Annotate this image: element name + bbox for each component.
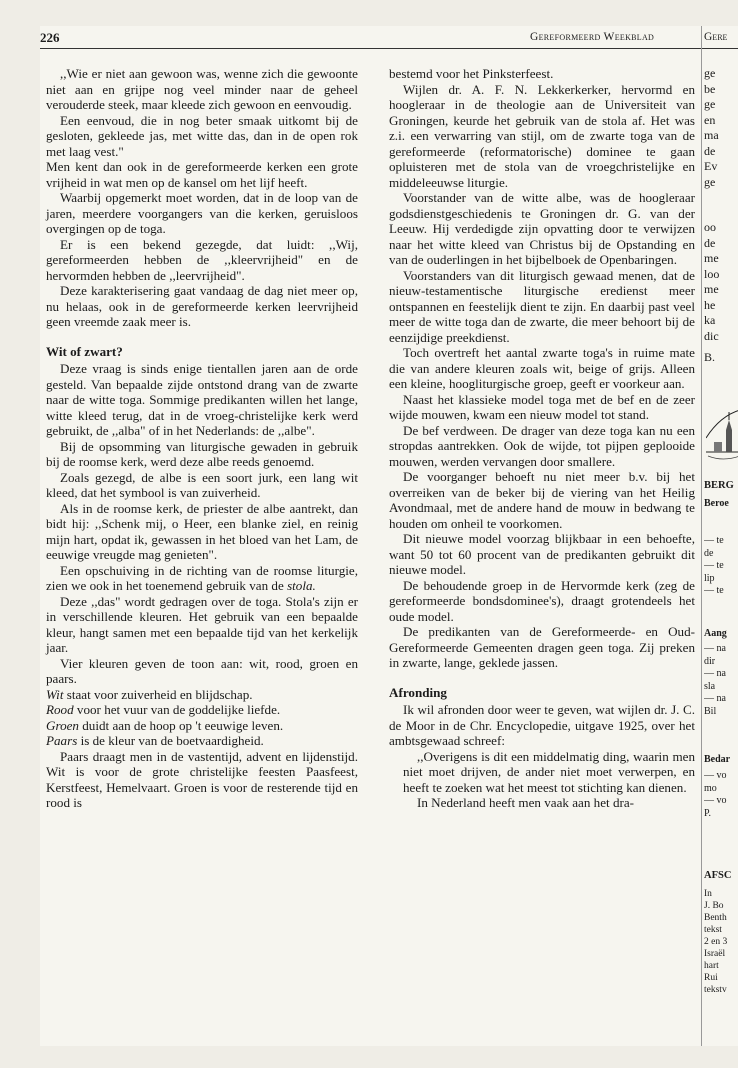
paragraph: De voorganger behoeft nu niet meer b.v. bij het overreiken van de beker bij de viering van het Heilig Avondmaal, met de andere hand de mouw in bedwang te houden om onheil te voorkomen. — [389, 469, 695, 531]
fragment-line: B. — [704, 350, 716, 364]
next-page-subheading-beroe: Beroe — [704, 498, 729, 509]
fragment-line: ge — [704, 174, 716, 189]
fragment-line: Ev — [704, 159, 718, 173]
fragment-line: In — [704, 889, 712, 899]
fragment-line: hart — [704, 961, 719, 971]
paragraph: Een eenvoud, die in nog beter smaak uitkomt bij de gesloten, gekleede jas, met witte das, dan in de open rok met laag vest." — [46, 112, 358, 159]
fragment-line: — na — [704, 693, 726, 704]
header-rule — [40, 48, 738, 49]
fragment-line: — te — [704, 585, 724, 596]
running-title: Gereformeerd Weekblad — [530, 31, 655, 43]
church-engraving-icon — [706, 408, 738, 464]
fragment-line: oo — [704, 220, 716, 234]
next-page-fragment-b — [704, 220, 738, 366]
color-line-rood — [46, 702, 358, 718]
fragment-line: mo — [704, 782, 717, 794]
paragraph: Als in de roomse kerk, de priester de albe aantrekt, dan bidt hij: ,,Schenk mij, o Heer, een blanke ziel, en reinig mijn hart, opdat ik, gewassen in het bloed van het Lam, de eeuwige vreugde mag genieten". — [46, 500, 358, 562]
paragraph: De bef verdween. De drager van deze toga kan nu een stropdas aantrekken. Ook de wijde, tot pijpen geplooide mouwen, werden vervangen door smallere. — [389, 422, 695, 469]
fragment-line: he — [704, 297, 716, 312]
next-page-fragment-g — [704, 888, 738, 996]
paragraph — [46, 563, 358, 594]
column-left — [46, 66, 358, 811]
fragment-line: tekstv — [704, 985, 727, 995]
fragment-line: Israël — [704, 949, 726, 959]
next-page-fragment-d — [704, 535, 738, 598]
next-page-heading-afsc: AFSC — [704, 870, 732, 881]
paragraph: De predikanten van de Gereformeerde- en Oud-Gereformeerde Gemeenten dragen geen toga. Zij preken in zwarte, lange, geklede jassen. — [389, 624, 695, 670]
paragraph: Waarbij opgemerkt moet worden, dat in de loop van de jaren, meerdere voorgangers van die kerken, geruisloos overgingen op de toga. — [46, 190, 358, 236]
color-word: Wit — [46, 686, 64, 702]
fragment-line: lip — [704, 572, 715, 584]
fragment-line: — vo — [704, 770, 727, 781]
fragment-line: ge — [704, 97, 716, 111]
section-heading: Afronding — [389, 684, 447, 700]
fragment-line: — na — [704, 643, 726, 654]
color-word: Groen — [46, 717, 79, 733]
paragraph: Bij de opsomming van liturgische gewaden in gebruik bij de roomse kerk, werd deze albe reeds genoemd. — [46, 438, 358, 469]
text-run: is de kleur van de boetvaardigheid. — [77, 733, 264, 748]
paragraph: Men kent dan ook in de gereformeerde kerken een grote vrijheid in wat men op de kansel om het lijf heeft. — [46, 159, 358, 190]
page-gutter — [701, 26, 702, 1046]
fragment-line: dir — [704, 655, 716, 667]
fragment-line: J. Bo — [704, 901, 724, 911]
fragment-line: — vo — [704, 795, 727, 806]
color-line-paars — [46, 733, 358, 749]
next-page-subheading-aang: Aang — [704, 628, 727, 639]
paragraph: Dit nieuwe model voorzag blijkbaar in een behoefte, want 50 tot 60 procent van de predikanten gebruikt dit nieuwe model. — [389, 531, 695, 577]
paragraph: Toch overtreft het aantal zwarte toga's in ruime mate die van andere kleuren zoals wit, beige of grijs. Alleen een kleine, hoogliturgische groep, geeft er voorkeur aan. — [389, 345, 695, 391]
text-run: staat voor zuiverheid en blijdschap. — [63, 686, 253, 702]
fragment-line: be — [704, 81, 716, 96]
paragraph: Voorstander van de witte albe, was de hoogleraar godsdienstgeschiedenis te Groningen dr. G. van der Leeuw. Hij verdedigde zijn opvatting door te verwijzen naar het witte kleed van Christus bij de Opstanding en van de ouderlingen in het bijbelboek de Openbaringen. — [389, 190, 695, 267]
quote-paragraph: ,,Overigens is dit een middelmatig ding, waarin men niet moet drijven, de ander niet moet verwerpen, en heeft te zoeken wat het meest tot stichting kan dienen. — [403, 748, 695, 795]
fragment-line: de — [704, 143, 716, 158]
fragment-line: ka — [704, 313, 716, 327]
fragment-line: en — [704, 112, 716, 127]
paragraph: Naast het klassieke model toga met de bef en de zeer wijde mouwen, kwam een nieuw model tot stand. — [389, 391, 695, 422]
fragment-line: 2 en 3 — [704, 937, 728, 947]
next-page-fragment-e — [704, 643, 738, 718]
fragment-line: P. — [704, 807, 711, 819]
next-page-running-title: Gere — [704, 31, 728, 43]
fragment-line: — na — [704, 668, 726, 679]
paragraph: Paars draagt men in de vastentijd, advent en lijdenstijd. Wit is voor de grote christelijke feesten Paasfeest, Kerstfeest, Hemelvaart. Groen is voor de resterende tijd en rood is — [46, 748, 358, 810]
text-run: duidt aan de hoop op 't eeuwige leven. — [78, 717, 284, 733]
paragraph: Ik wil afronden door weer te geven, wat wijlen dr. J. C. de Moor in de Chr. Encyclopedie, uitgave 1925, over het ambtsgewaad schreef: — [389, 702, 695, 748]
paragraph: Deze karakterisering gaat vandaag de dag niet meer op, nu helaas, ook in de gereformeerde kerken leervrijheid geen vreemde zaak meer is. — [46, 283, 358, 329]
section-heading: Wit of zwart? — [46, 343, 123, 359]
fragment-line: — te — [704, 535, 724, 546]
next-page-subheading-bedar: Bedar — [704, 754, 731, 765]
next-page-fragment-a — [704, 66, 738, 190]
paragraph: Deze vraag is sinds enige tientallen jaren aan de orde gesteld. Van bepaalde zijde ontstond drang van de zwarte naar de witte toga. Sommige predikanten willen het lange, witte kleed terug, dat in de vroeg-christelijke kerk werd gebruikt, de ,,alba" of in het Nederlands: de ,,albe". — [46, 361, 358, 438]
next-page-heading-berg: BERG — [704, 480, 734, 491]
fragment-line: dic — [704, 328, 719, 343]
text-run: voor het vuur van de goddelijke liefde. — [73, 702, 281, 717]
fragment-line: de — [704, 547, 714, 559]
paragraph: Zoals gezegd, de albe is een soort jurk, een lang wit kleed, dat het symbool is van zuiverheid. — [46, 469, 358, 500]
paragraph: Vier kleuren geven de toon aan: wit, rood, groen en paars. — [46, 655, 358, 686]
color-word: Paars — [46, 733, 78, 748]
color-line-wit — [46, 687, 358, 703]
fragment-line: Benth — [704, 913, 727, 923]
page-number: 226 — [40, 30, 60, 45]
fragment-line: de — [704, 235, 716, 250]
next-page-fragment-f — [704, 770, 738, 820]
fragment-line: loo — [704, 266, 720, 281]
paragraph: bestemd voor het Pinksterfeest. — [389, 66, 554, 81]
paragraph: Voorstanders van dit liturgisch gewaad menen, dat de nieuw-testamentische liturgische eredienst meer ontspannen en feestelijk dient te zijn. En daarbij past veel meer de witte toga dan de zwarte, die meer behoort bij de eenzijdige preekdienst. — [389, 267, 695, 345]
italic-term: stola. — [287, 578, 316, 593]
fragment-line: Bil — [704, 705, 717, 717]
color-line-groen — [46, 718, 358, 734]
color-word: Rood — [46, 702, 74, 717]
quote-paragraph: In Nederland heeft men vaak aan het dra- — [417, 795, 635, 810]
fragment-line: me — [704, 282, 719, 296]
fragment-line: ma — [704, 128, 719, 142]
paragraph: Wijlen dr. A. F. N. Lekkerkerker, hervormd en hoogleraar in de theologie aan de Universiteit van Groningen, keurde het gebruik van de stola af. Het was z.i. een verwarring van stijl, om de zwarte toga van de gereformeerde (reformatorische) dominee te gaan opluisteren met de stola van de vroegchristelijke en middeleeuwse liturgie. — [389, 81, 695, 190]
paragraph: ,,Wie er niet aan gewoon was, wenne zich die gewoonte niet aan en grijpe nog veel minder naar de geheel verouderde steek, maar kleede zich gewoon en eenvoudig. — [46, 66, 358, 112]
fragment-line: tekst — [704, 925, 722, 935]
fragment-line: Rui — [704, 973, 718, 983]
fragment-line: ge — [704, 66, 716, 80]
fragment-line: me — [704, 251, 719, 265]
fragment-line: sla — [704, 680, 716, 692]
paragraph: De behoudende groep in de Hervormde kerk (zeg de gereformeerde bondsdominee's), draagt grotendeels het oude model. — [389, 577, 695, 624]
text-run: Een opschuiving in de richting van de roomse liturgie, zien we ook in het toenemend gebruik van de — [46, 562, 358, 593]
fragment-line: — te — [704, 560, 724, 571]
paragraph: Deze ,,das" wordt gedragen over de toga. Stola's zijn er in verschillende kleuren. Het gebruik van een bepaalde kleur, hangt samen met een bepaalde tijd van het kerkelijk jaar. — [46, 593, 358, 655]
column-right — [389, 66, 695, 811]
paragraph: Er is een bekend gezegde, dat luidt: ,,Wij, gereformeerden hebben de ,,kleervrijheid" en de hervormden hebben de ,,leervrijheid". — [46, 236, 358, 283]
